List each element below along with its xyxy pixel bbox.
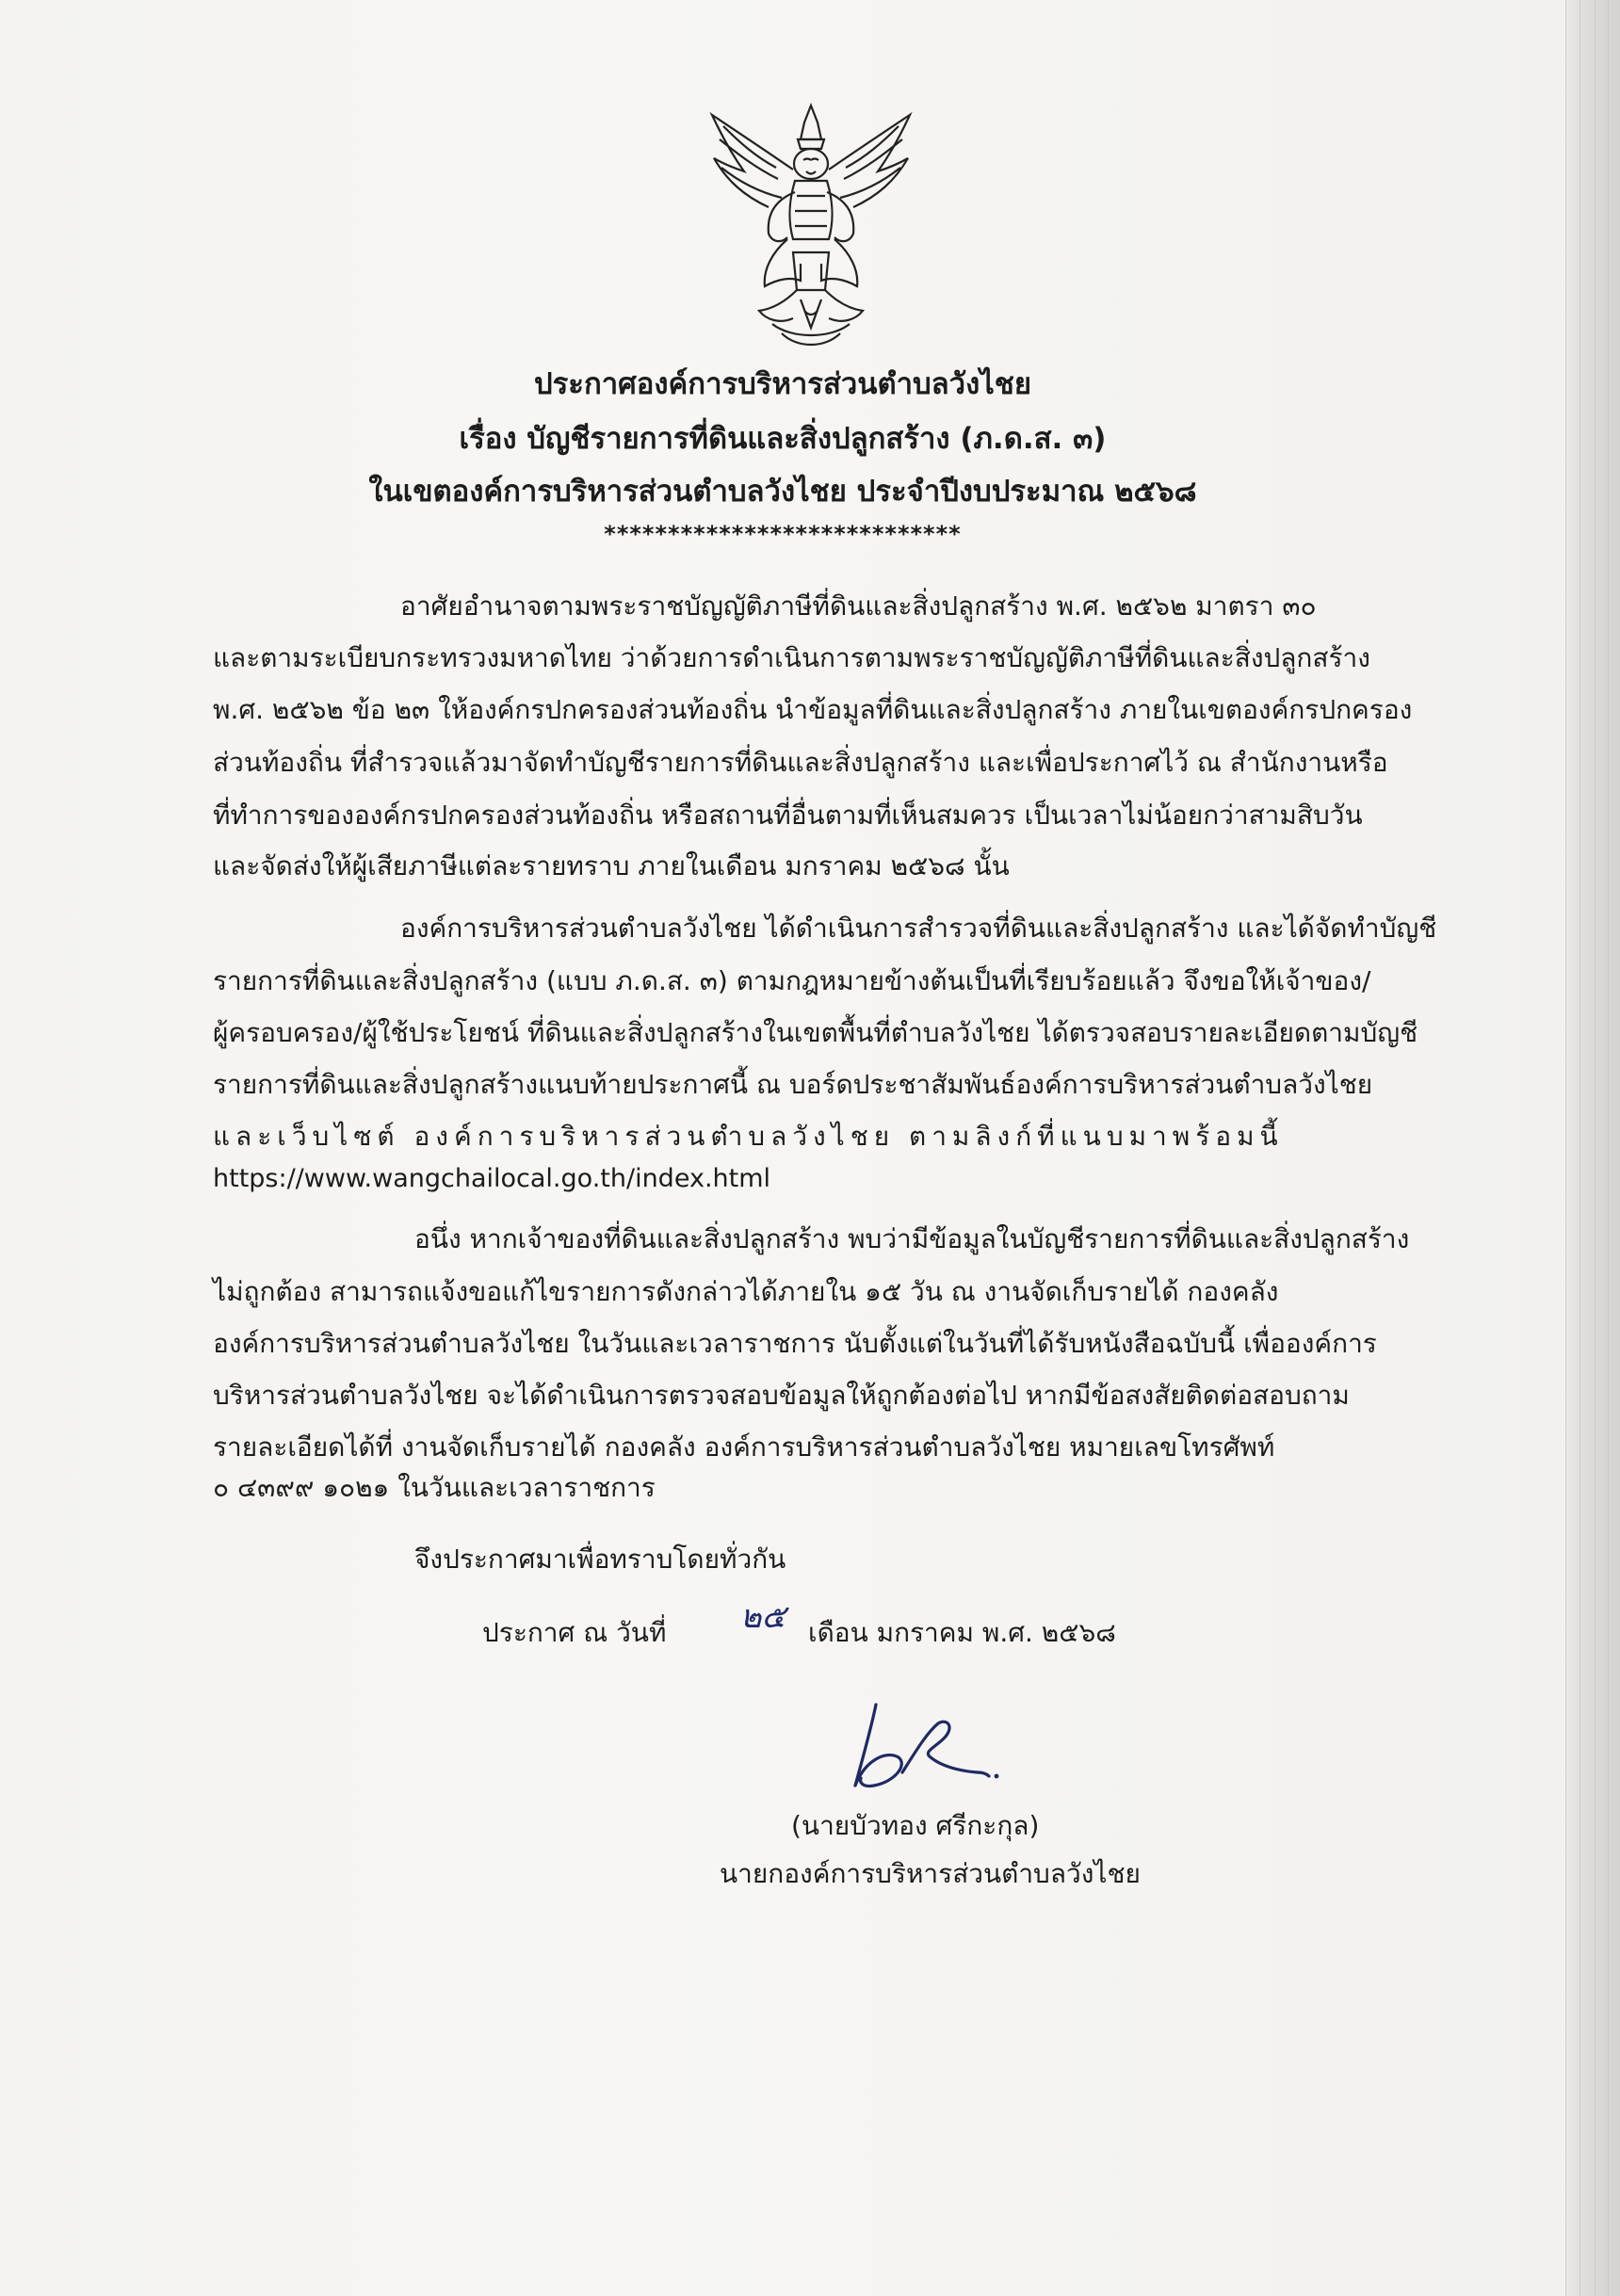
signature-icon (836, 1695, 1001, 1808)
paragraph-2-line: รายการที่ดินและสิ่งปลูกสร้างแนบท้ายประกาศนี้ ณ บอร์ดประชาสัมพันธ์องค์การบริหารส่วนตำบลวังไชย (213, 1069, 1373, 1100)
announcement-title: ประกาศองค์การบริหารส่วนตำบลวังไชย (533, 367, 1032, 401)
garuda-emblem-icon (706, 102, 915, 354)
announcement-subject: เรื่อง บัญชีรายการที่ดินและสิ่งปลูกสร้าง (ภ.ด.ส. ๓) (459, 422, 1107, 456)
signatory-position: นายกองค์การบริหารส่วนตำบลวังไชย (720, 1858, 1141, 1889)
paragraph-3-line: อนึ่ง หากเจ้าของที่ดินและสิ่งปลูกสร้าง พบว่ามีข้อมูลในบัญชีรายการที่ดินและสิ่งปลูกสร้าง (414, 1223, 1410, 1254)
paragraph-3-line: ไม่ถูกต้อง สามารถแจ้งขอแก้ไขรายการดังกล่าวได้ภายใน ๑๕ วัน ณ งานจัดเก็บรายได้ กองคลัง (213, 1276, 1279, 1307)
announcement-scope: ในเขตองค์การบริหารส่วนตำบลวังไชย ประจำปีงบประมาณ ๒๕๖๘ (368, 475, 1197, 509)
closing-statement: จึงประกาศมาเพื่อทราบโดยทั่วกัน (414, 1544, 786, 1575)
paragraph-3-line: บริหารส่วนตำบลวังไชย จะได้ดำเนินการตรวจสอบข้อมูลให้ถูกต้องต่อไป หากมีข้อสงสัยติดต่อสอบถาม (213, 1380, 1350, 1411)
handwritten-day: ๒๕ (740, 1598, 786, 1636)
date-prefix: ประกาศ ณ วันที่ (482, 1617, 667, 1648)
paragraph-3-line: รายละเอียดได้ที่ งานจัดเก็บรายได้ กองคลัง องค์การบริหารส่วนตำบลวังไชย หมายเลขโทรศัพท์ (213, 1431, 1275, 1463)
paragraph-2-line: และเว็บไซต์ องค์การบริหารส่วนตำบลวังไชย ตามลิงก์ที่แนบมาพร้อมนี้ (213, 1121, 1284, 1152)
paragraph-2-line: องค์การบริหารส่วนตำบลวังไชย ได้ดำเนินการสำรวจที่ดินและสิ่งปลูกสร้าง และได้จัดทำบัญชี (400, 913, 1437, 944)
paragraph-1-line: ส่วนท้องถิ่น ที่สำรวจแล้วมาจัดทำบัญชีรายการที่ดินและสิ่งปลูกสร้าง และเพื่อประกาศไว้ ณ สำนักงานหรือ (213, 747, 1388, 778)
date-suffix: เดือน มกราคม พ.ศ. ๒๕๖๘ (808, 1617, 1116, 1648)
paragraph-1-line: ที่ทำการขององค์กรปกครองส่วนท้องถิ่น หรือสถานที่อื่นตามที่เห็นสมควร เป็นเวลาไม่น้อยกว่าสามสิบวัน (213, 800, 1363, 831)
paragraph-1-line: อาศัยอำนาจตามพระราชบัญญัติภาษีที่ดินและสิ่งปลูกสร้าง พ.ศ. ๒๕๖๒ มาตรา ๓๐ (400, 590, 1317, 622)
paragraph-1-line: และจัดส่งให้ผู้เสียภาษีแต่ละรายทราบ ภายในเดือน มกราคม ๒๕๖๘ นั้น (213, 850, 1010, 881)
paragraph-1-line: พ.ศ. ๒๕๖๒ ข้อ ๒๓ ให้องค์กรปกครองส่วนท้องถิ่น นำข้อมูลที่ดินและสิ่งปลูกสร้าง ภายในเขตองค์กรปกครอง (213, 694, 1413, 725)
paragraph-3-line: ๐ ๔๓๙๙ ๑๐๒๑ ในวันและเวลาราชการ (213, 1472, 656, 1503)
paper-stack-edge (1565, 0, 1620, 2296)
paragraph-2-line: ผู้ครอบครอง/ผู้ใช้ประโยชน์ ที่ดินและสิ่งปลูกสร้างในเขตพื้นที่ตำบลวังไชย ได้ตรวจสอบรายละเอียดตามบัญชี (213, 1017, 1418, 1048)
title-separator: **************************** (604, 521, 962, 547)
paragraph-1-line: และตามระเบียบกระทรวงมหาดไทย ว่าด้วยการดำเนินการตามพระราชบัญญัติภาษีที่ดินและสิ่งปลูกสร้าง (213, 642, 1370, 673)
signatory-name: (นายบัวทอง ศรีกะกุล) (791, 1810, 1040, 1841)
paragraph-2-line: รายการที่ดินและสิ่งปลูกสร้าง (แบบ ภ.ด.ส. ๓) ตามกฎหมายข้างต้นเป็นที่เรียบร้อยแล้ว จึงขอให้เจ้าของ/ (213, 965, 1371, 996)
paragraph-3-line: องค์การบริหารส่วนตำบลวังไชย ในวันและเวลาราชการ นับตั้งแต่ในวันที่ได้รับหนังสือฉบับนี้ เพื่อองค์การ (213, 1328, 1377, 1359)
website-url: https://www.wangchailocal.go.th/index.html (213, 1164, 771, 1193)
